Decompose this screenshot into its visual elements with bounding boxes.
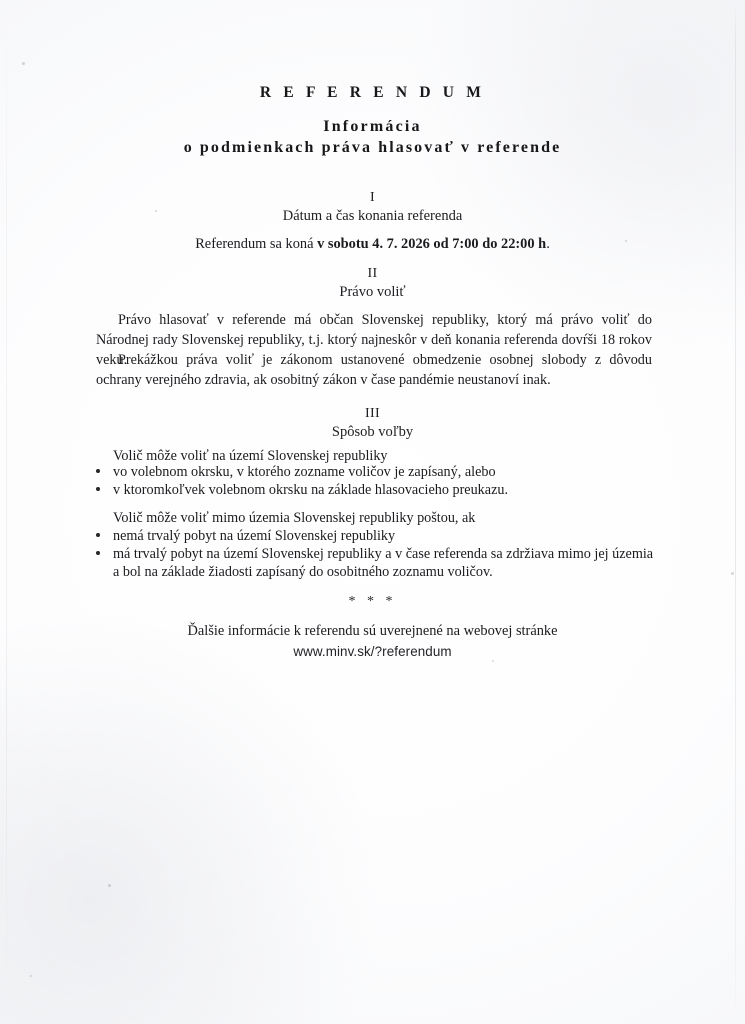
section-2-paragraph-1: Právo hlasovať v referende má občan Slovenskej republiky, ktorý má právo voliť do Národnej rady Slovenskej republiky, t.j. ktorý najneskôr v deň konania referenda dovŕši 18 rokov veku.: [96, 312, 652, 368]
voting-abroad-bullet-1: nemá trvalý pobyt na území Slovenskej republiky: [113, 528, 396, 544]
voting-domestic-bullet-2: v ktoromkoľvek volebnom okrsku na základe hlasovacieho preukazu.: [113, 482, 509, 498]
bullet-point-icon: [96, 533, 100, 537]
section-numeral-3: III: [365, 406, 380, 421]
bullet-point-icon: [96, 551, 100, 555]
section-numeral-2: II: [367, 266, 378, 281]
list-item: [96, 526, 696, 546]
voting-abroad-continuation: a bol na základe žiadosti zapísaný do osobitného zoznamu voličov.: [113, 564, 493, 580]
list-item: [96, 480, 696, 500]
footer-info-text: Ďalšie informácie k referendu sú uverejnené na webovej stránke: [187, 623, 558, 639]
referendum-website-url[interactable]: www.minv.sk/?referendum: [293, 644, 452, 659]
referendum-date-statement: [0, 236, 745, 253]
date-statement-suffix: .: [546, 236, 550, 252]
document-subtitle-line-2: o podmienkach práva hlasovať v referende: [183, 139, 562, 156]
list-item: [96, 462, 696, 482]
date-statement-bold: v sobotu 4. 7. 2026 od 7:00 do 22:00 h: [317, 236, 547, 252]
voting-abroad-lead: Volič môže voliť mimo územia Slovenskej republiky poštou, ak: [113, 510, 476, 526]
section-heading-2: Právo voliť: [339, 284, 406, 300]
section-2-paragraph-2: Prekážkou práva voliť je zákonom ustanovené obmedzenie osobnej slobody z dôvodu ochrany verejného zdravia, ak osobitný zákon v čase pandémie neustanoví inak.: [96, 352, 652, 388]
voting-abroad-bullet-2: má trvalý pobyt na území Slovenskej republiky a v čase referenda sa zdržiava mimo jej územia: [113, 546, 654, 562]
section-heading-1: Dátum a čas konania referenda: [282, 208, 463, 224]
page-title: R E F E R E N D U M: [259, 84, 486, 101]
date-statement-prefix: Referendum sa koná: [195, 236, 318, 252]
list-item: [96, 544, 696, 564]
bullet-point-icon: [96, 487, 100, 491]
voting-domestic-lead: Volič môže voliť na území Slovenskej republiky: [113, 448, 388, 464]
bullet-point-icon: [96, 469, 100, 473]
section-numeral-1: I: [370, 190, 375, 205]
section-heading-3: Spôsob voľby: [331, 424, 414, 440]
voting-domestic-bullet-1: vo volebnom okrsku, v ktorého zozname voličov je zapísaný, alebo: [113, 464, 496, 480]
document-subtitle-line-1: Informácia: [323, 118, 422, 135]
section-separator: * * *: [348, 594, 397, 609]
